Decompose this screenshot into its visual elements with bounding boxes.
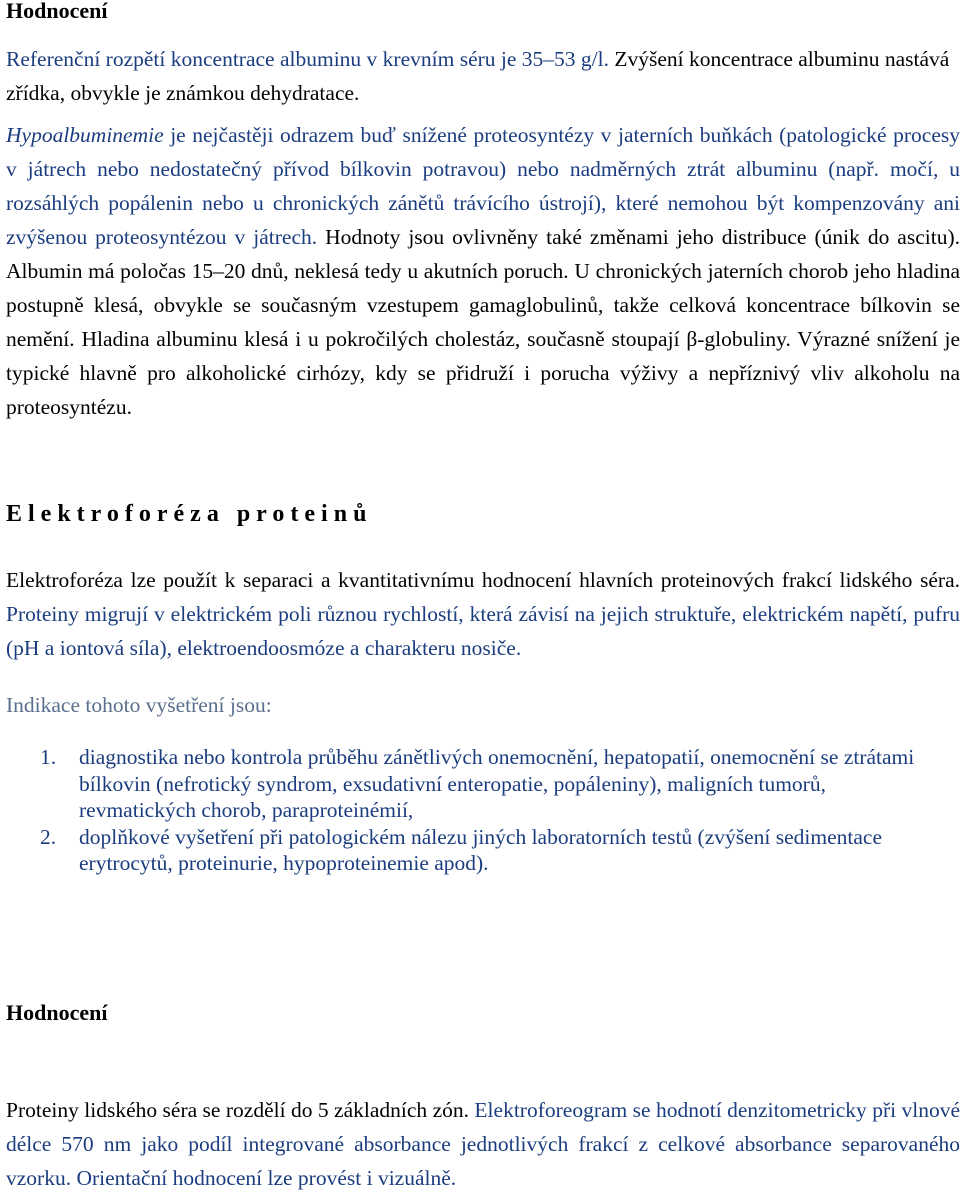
visual-evaluation-sentence: Orientační hodnocení lze provést i vizuálně.	[76, 1166, 457, 1190]
reference-range-sentence: Referenční rozpětí koncentrace albuminu v krevním séru je 35–53 g/l.	[6, 47, 615, 71]
elektroforeza-use-sentence: Elektroforéza lze použít k separaci a kvantitativnímu hodnocení hlavních proteinových frakcí lidského séra.	[6, 568, 960, 592]
list-item-number: 1.	[40, 745, 57, 769]
list-item-text: doplňkové vyšetření při patologickém nálezu jiných laboratorních testů (zvýšení sedimentace erytrocytů, proteinurie, hypoproteinemie apod).	[79, 824, 883, 875]
migration-sentence: Proteiny migrují v elektrickém poli různou rychlostí, která závisí na jejich struktuře, elektrickém napětí, pufru (pH a iontová síla), elektroendoosmóze a charakteru nosiče.	[6, 602, 960, 660]
cholestasis-sentence: Hladina albuminu klesá i u pokročilých cholestáz, současně stoupají β-globuliny.	[81, 327, 798, 351]
list-item	[6, 824, 946, 877]
term-hypoalbuminemie: Hypoalbuminemie	[6, 123, 164, 147]
list-item-number: 2.	[40, 824, 57, 849]
section-heading-elektroforeza: Elektroforéza proteinů	[6, 501, 373, 527]
distribution-sentence: Hodnoty jsou ovlivněny také změnami jeho distribuce (únik do ascitu).	[325, 225, 960, 249]
paragraph-reference-range	[6, 42, 960, 110]
indications-label: Indikace tohoto vyšetření jsou:	[6, 693, 272, 717]
paragraph-elektroforeza-intro	[6, 563, 960, 665]
albumin-increase-sentence: Zvýšení koncentrace albuminu nastává zřídka, obvykle je známkou dehydratace.	[6, 47, 950, 105]
list-item	[6, 744, 946, 824]
hypoalbuminemie-cause-sentence: je nejčastěji odrazem buď snížené proteosyntézy v jaterních buňkách (patologické procesy v játrech nebo nedostatečný přívod bílkovin potravou) nebo nadměrných ztrát albuminu (např. močí, u rozsáhlých popálenin nebo u chronických zánětů trávícího ústrojí), které nemohou být kompenzovány ani zvýšenou proteosyntézou v játrech.	[6, 123, 960, 249]
paragraph-hodnoceni-zony	[6, 1093, 960, 1195]
indications-list	[6, 744, 946, 877]
section-heading-hodnoceni-elektroforeza: Hodnocení	[6, 1000, 108, 1025]
chronic-liver-sentence: U chronických jaterních chorob jeho hladina postupně klesá, obvykle se současným vzestupem gamaglobulinů, takže celková koncentrace bílkovin se nemění.	[6, 259, 960, 351]
list-item-text: diagnostika nebo kontrola průběhu zánětlivých onemocnění, hepatopatií, onemocnění se ztrátami bílkovin (nefrotický syndrom, exsudativní enteropatie, popáleniny), maligních tumorů, revmatických chorob, paraproteinémií,	[79, 745, 915, 822]
paragraph-hypoalbuminemie	[6, 118, 960, 424]
half-life-sentence: Albumin má poločas 15–20 dnů, neklesá tedy u akutních poruch.	[6, 259, 575, 283]
zones-sentence: Proteiny lidského séra se rozdělí do 5 základních zón.	[6, 1098, 475, 1122]
cirrhosis-sentence: Výrazné snížení je typické hlavně pro alkoholické cirhózy, kdy se přidruží i porucha výživy a nepříznivý vliv alkoholu na proteosyntézu.	[6, 327, 960, 419]
densitometry-sentence: Elektroforeogram se hodnotí denzitometricky při vlnové délce 570 nm jako podíl integrované absorbance jednotlivých frakcí z celkové absorbance separovaného vzorku.	[6, 1098, 960, 1190]
section-heading-hodnoceni-albumin: Hodnocení	[6, 0, 108, 23]
